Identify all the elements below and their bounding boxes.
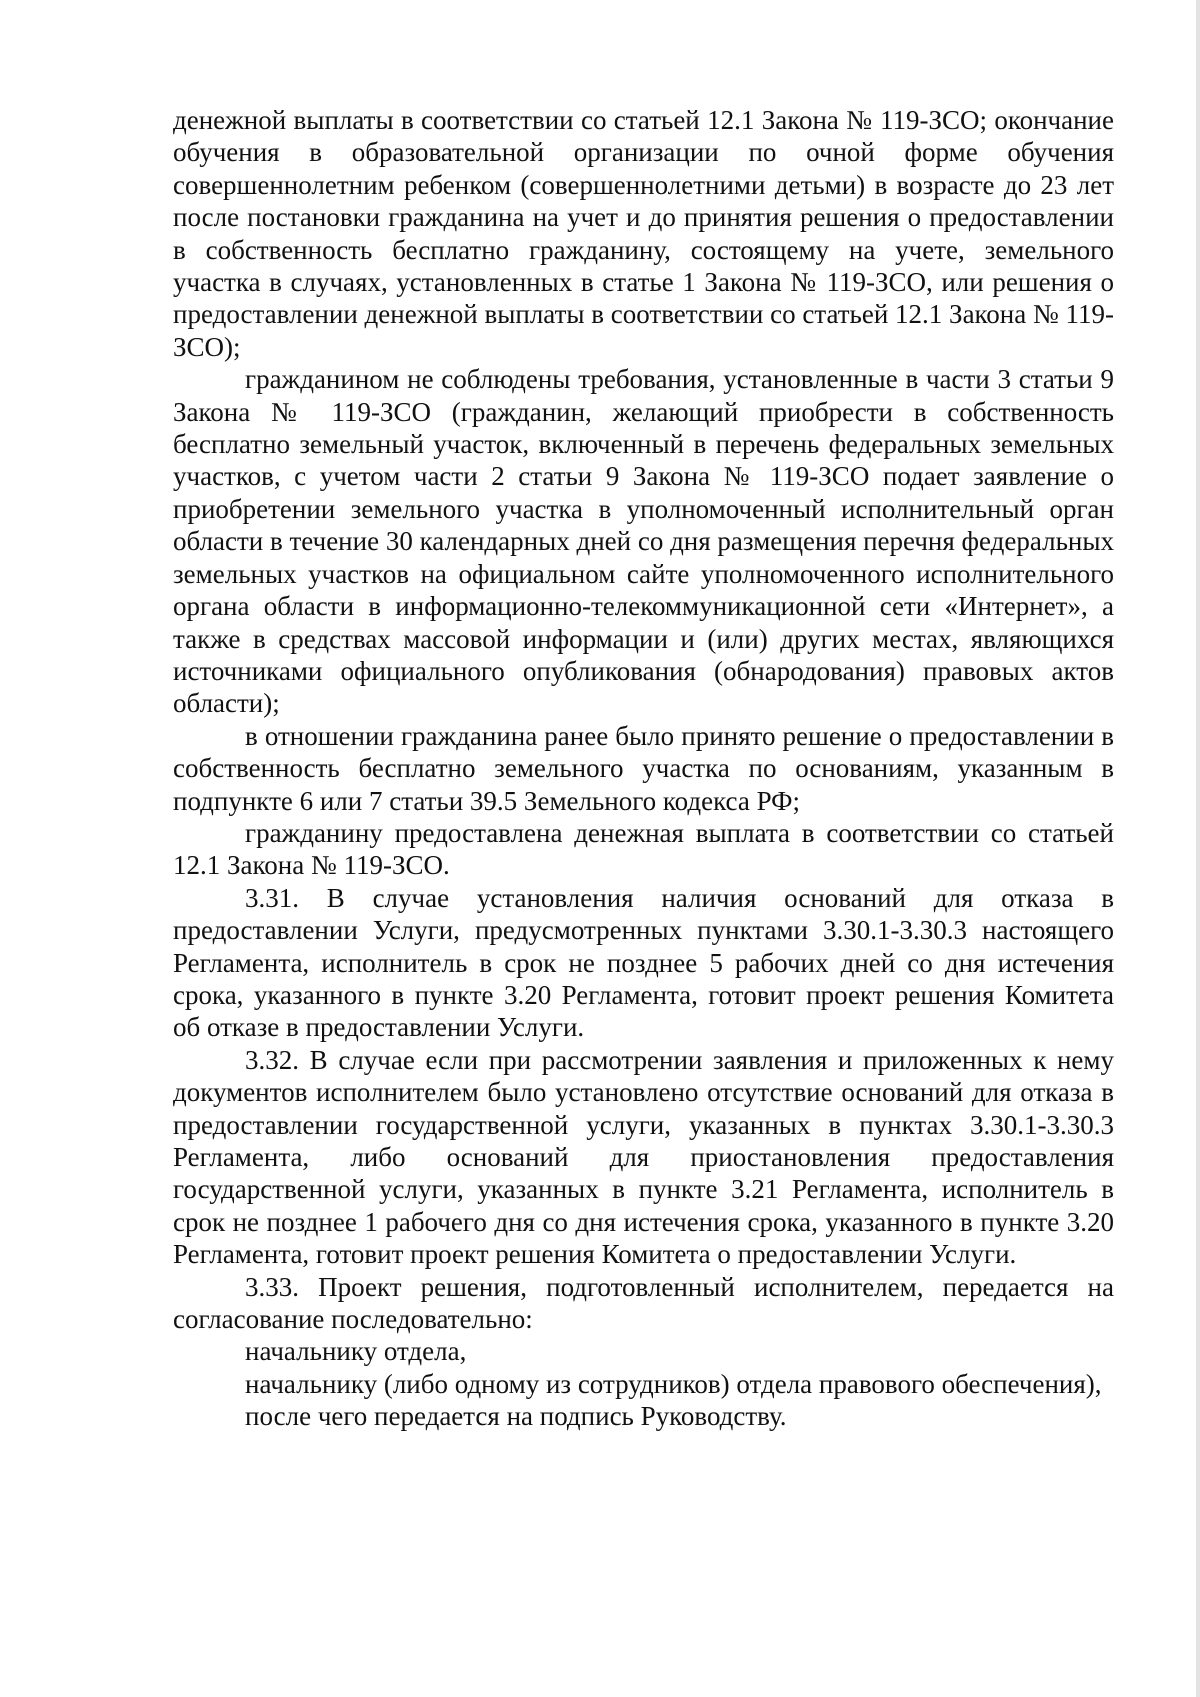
- page-edge-divider: [1196, 0, 1200, 1697]
- paragraph-3-31: 3.31. В случае установления наличия оснований для отказа в предоставлении Услуги, предусмотренных пунктами 3.30.1-3.30.3 настоящего Регламента, исполнитель в срок не позднее 5 рабочих дней со дня истечения срока, указанного в пункте 3.20 Регламента, готовит проект решения Комитета об отказе в предоставлении Услуги.: [173, 882, 1114, 1043]
- approval-step-legal-department: начальнику (либо одному из сотрудников) отдела правового обеспечения),: [245, 1368, 1102, 1399]
- approval-step-signature: после чего передается на подпись Руководству.: [245, 1401, 787, 1432]
- paragraph-requirements-not-met: гражданином не соблюдены требования, установленные в части 3 статьи 9 Закона № 119-ЗСО (гражданин, желающий приобрести в собственность бесплатно земельный участок, включенный в перечень федеральных земельных участков, с учетом части 2 статьи 9 Закона № 119-ЗСО подает заявление о приобретении земельного участка в уполномоченный исполнительный орган области в течение 30 календарных дней со дня размещения перечня федеральных земельных участков на официальном сайте уполномоченного исполнительного органа области в информационно-телекоммуникационной сети «Интернет», а также в средствах массовой информации и (или) других местах, являющихся источниками официального опубликования (обнародования) правовых актов области);: [173, 364, 1114, 719]
- paragraph-3-32: 3.32. В случае если при рассмотрении заявления и приложенных к нему документов исполнителем было установлено отсутствие оснований для отказа в предоставлении государственной услуги, указанных в пунктах 3.30.1-3.30.3 Регламента, либо оснований для приостановления предоставления государственной услуги, указанных в пункте 3.21 Регламента, исполнитель в срок не позднее 1 рабочего дня со дня истечения срока, указанного в пункте 3.20 Регламента, готовит проект решения Комитета о предоставлении Услуги.: [173, 1044, 1114, 1270]
- paragraph-continuation: денежной выплаты в соответствии со статьей 12.1 Закона № 119-ЗСО; окончание обучения в образовательной организации по очной форме обучения совершеннолетним ребенком (совершеннолетними детьми) в возрасте до 23 лет после постановки гражданина на учет и до принятия решения о предоставлении в собственность бесплатно гражданину, состоящему на учете, земельного участка в случаях, установленных в статье 1 Закона № 119-ЗСО, или решения о предоставлении денежной выплаты в соответствии со статьей 12.1 Закона № 119-ЗСО);: [173, 105, 1114, 362]
- document-page: [173, 104, 1114, 1433]
- paragraph-previous-decision: в отношении гражданина ранее было принято решение о предоставлении в собственность бесплатно земельного участка по основаниям, указанным в подпункте 6 или 7 статьи 39.5 Земельного кодекса РФ;: [173, 720, 1114, 816]
- paragraph-cash-payment: гражданину предоставлена денежная выплата в соответствии со статьей 12.1 Закона № 119-ЗСО.: [173, 817, 1114, 881]
- approval-step-department-head: начальнику отдела,: [245, 1336, 467, 1367]
- paragraph-3-33: 3.33. Проект решения, подготовленный исполнителем, передается на согласование последовательно:: [173, 1271, 1114, 1335]
